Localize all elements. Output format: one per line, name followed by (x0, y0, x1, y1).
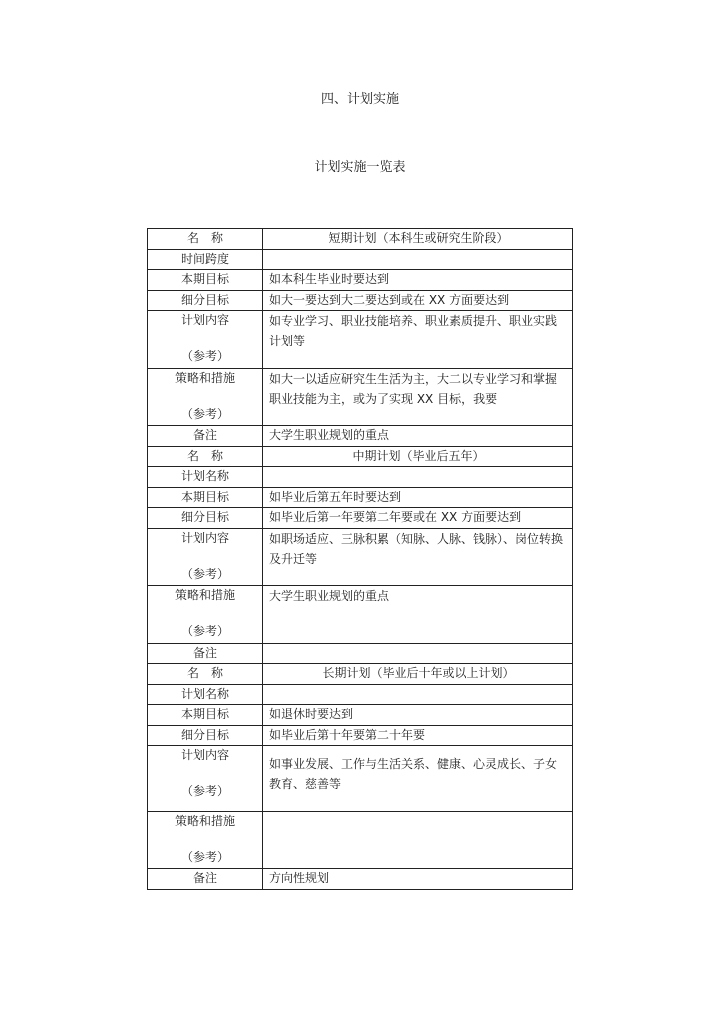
row-label-cell (148, 746, 263, 812)
row-value: 大学生职业规划的重点 (269, 589, 390, 603)
row-label: 名 称 (186, 448, 223, 463)
row-value: 方向性规划 (269, 871, 330, 885)
row-label: 细分目标 (180, 727, 229, 742)
row-label-cell (148, 290, 263, 311)
row-value-cell (263, 684, 573, 705)
table-row (148, 725, 573, 746)
row-value: 如专业学习、职业技能培养、职业素质提升、职业实践计划等 (269, 314, 558, 348)
reference-note: （参考） (180, 784, 229, 798)
row-value: 如毕业后第一年要第二年要或在 XX 方面要达到 (269, 510, 522, 524)
row-label: 备注 (192, 645, 217, 660)
row-value-cell (263, 869, 573, 890)
row-label-cell (148, 684, 263, 705)
row-value: 中期计划（毕业后五年） (352, 448, 485, 463)
table-row (148, 311, 573, 369)
row-label-cell (148, 426, 263, 447)
row-label-cell (148, 270, 263, 291)
row-label-cell (148, 705, 263, 726)
table-row (148, 249, 573, 270)
row-value-cell (263, 664, 573, 685)
table-row (148, 270, 573, 291)
row-value-cell (263, 643, 573, 664)
row-value: 如大一以适应研究生生活为主，大二以专业学习和掌握职业技能为主，或为了实现 XX 目标，我要 (269, 371, 558, 406)
row-label: 策略和措施 (174, 370, 235, 385)
row-value: 如大一要达到大二要达到或在 XX 方面要达到 (269, 292, 510, 307)
row-value: 如本科生毕业时要达到 (269, 272, 390, 286)
row-label-cell (148, 811, 263, 869)
row-label-cell (148, 508, 263, 529)
row-label: 策略和措施 (174, 813, 235, 828)
table-header-row (148, 446, 573, 467)
row-label-cell (148, 487, 263, 508)
row-label-cell (148, 643, 263, 664)
row-label-cell (148, 446, 263, 467)
row-value: 如毕业后第十年要第二十年要 (269, 727, 426, 742)
row-value-cell (263, 725, 573, 746)
row-label-cell (148, 725, 263, 746)
row-label: 计划内容 (180, 530, 229, 545)
row-label-cell (148, 586, 263, 644)
table-row (148, 487, 573, 508)
table-row (148, 528, 573, 586)
row-label: 细分目标 (180, 510, 229, 524)
table-row (148, 467, 573, 488)
row-value-cell (263, 270, 573, 291)
row-label: 计划内容 (180, 313, 229, 327)
table-row (148, 705, 573, 726)
row-value-cell (263, 705, 573, 726)
row-label-cell (148, 664, 263, 685)
table-row (148, 869, 573, 890)
row-label-cell (148, 311, 263, 369)
row-value: 如事业发展、工作与生活关系、健康、心灵成长、子女教育、慈善等 (269, 757, 558, 791)
row-label-cell (148, 249, 263, 270)
row-value-cell (263, 508, 573, 529)
row-label: 计划名称 (180, 686, 229, 701)
row-label: 计划名称 (180, 469, 229, 483)
section-heading: 四、计划实施 (320, 92, 399, 107)
row-label-cell (148, 869, 263, 890)
row-value-cell (263, 467, 573, 488)
row-value-cell (263, 487, 573, 508)
row-value-cell (263, 811, 573, 869)
reference-note: （参考） (180, 849, 229, 864)
table-row (148, 811, 573, 869)
row-label: 时间跨度 (180, 251, 229, 266)
row-value-cell (263, 368, 573, 426)
row-label: 备注 (192, 871, 217, 885)
table-row (148, 368, 573, 426)
row-value: 大学生职业规划的重点 (269, 428, 390, 442)
table-row (148, 746, 573, 812)
row-label: 细分目标 (180, 292, 229, 307)
reference-note: （参考） (180, 349, 229, 363)
reference-note: （参考） (180, 406, 229, 421)
row-label-cell (148, 368, 263, 426)
row-value-cell (263, 446, 573, 467)
table-header-row (148, 229, 573, 250)
row-value-cell (263, 528, 573, 586)
row-value: 如职场适应、三脉积累（知脉、人脉、钱脉）、岗位转换及升迁等 (269, 531, 564, 566)
row-value: 如退休时要达到 (269, 707, 354, 721)
row-label: 本期目标 (180, 272, 229, 286)
row-label: 名 称 (186, 231, 223, 245)
row-label: 备注 (192, 428, 217, 442)
row-value-cell (263, 229, 573, 250)
row-label-cell (148, 467, 263, 488)
table-row (148, 508, 573, 529)
row-value-cell (263, 311, 573, 369)
row-label: 本期目标 (180, 707, 229, 721)
plan-table (147, 228, 573, 890)
reference-note: （参考） (180, 566, 229, 581)
row-value: 短期计划（本科生或研究生阶段） (328, 231, 509, 245)
row-value: 如毕业后第五年时要达到 (269, 489, 402, 504)
row-value-cell (263, 249, 573, 270)
row-value-cell (263, 426, 573, 447)
reference-note: （参考） (180, 624, 229, 638)
row-value-cell (263, 586, 573, 644)
table-header-row (148, 664, 573, 685)
table-row (148, 684, 573, 705)
row-label: 计划内容 (180, 748, 229, 762)
row-value: 长期计划（毕业后十年或以上计划） (322, 666, 515, 680)
table-title: 计划实施一览表 (314, 160, 406, 175)
row-label: 名 称 (186, 666, 223, 680)
row-label: 本期目标 (180, 489, 229, 504)
row-value-cell (263, 746, 573, 812)
table-row (148, 586, 573, 644)
row-label-cell (148, 528, 263, 586)
row-label: 策略和措施 (174, 588, 235, 602)
row-value-cell (263, 290, 573, 311)
table-row (148, 426, 573, 447)
row-label-cell (148, 229, 263, 250)
table-row (148, 643, 573, 664)
table-row (148, 290, 573, 311)
